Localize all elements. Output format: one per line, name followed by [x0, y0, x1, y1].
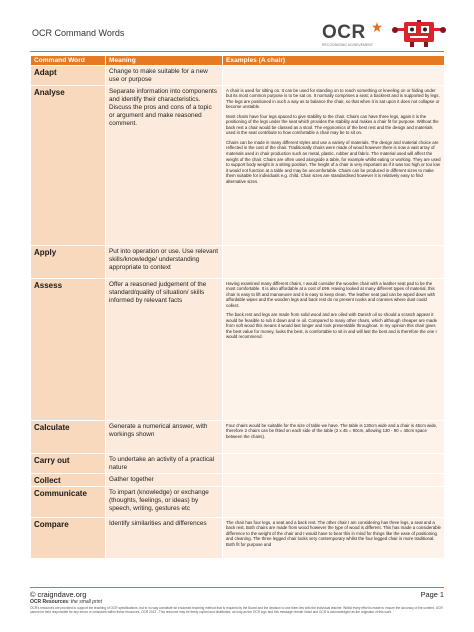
example-paragraph: Most chairs have four legs spaced to give stability to the chair. Chairs can have three legs, again it is the positioning of the legs under the seat which provides the stability and makes a chair fit for purpose. Without the back rest a chair would be classed as a stool. The ergonomics of the best rest and the design and materials used in the seat contribute to how comfortable a chair may be to sit on.	[226, 113, 439, 136]
example-cell	[223, 246, 445, 279]
command-words-table	[30, 55, 445, 559]
example-paragraph: Having examined many different chairs, I would consider the wooden chair with a leather seat pad to be the most comfortable. It is also affordable at a cost of £99. Having looked at many different types of material, this chair is easy to lift and manoeuvre and it is easy to keep clean. The leather seat pad can be wiped down with affordable wipes and the wooden legs and back rest do no present nooks and crannies where dust could collect.	[226, 280, 436, 308]
command-word-cell: Analyse	[31, 86, 106, 246]
example-paragraph: Chairs can be made in many different styles and use a variety of materials. The design and material choice are reflected in the cost of the chair. Traditionally chairs were made of wood however there is now a vast array of materials used in chair production such as metal, plastic, rubber and fabric. The material used will affect the weight of the chair. Chairs are often used alongside a table, for example whilst eating or working. They are used to support body weight in a sitting position. The height of a chair is very important as if it was too high or too low it would not function at a table and may be uncomfortable. Chairs can be produced in different sizes to make them suitable for individuals e.g. child. Chair sizes are standardised however it is relatively easy to find alternative sizes.	[226, 139, 441, 184]
example-paragraph: Four chairs would be suitable for the size of table we have. The table is 130cm wide and a chair is 45cm wide, therefore 2 chairs can be fitted on each side of the table (2 x 45 = 90cm, allowing 130 - 90 = 40cm space between the chairs).	[226, 422, 438, 439]
command-word-cell: Apply	[31, 246, 106, 279]
meaning-cell: Change to make suitable for a new use or purpose	[106, 66, 223, 86]
column-header-command-word: Command Word	[31, 56, 106, 66]
footer-page-number: Page 1	[420, 590, 444, 599]
command-word-cell: Carry out	[31, 454, 106, 474]
column-header-meaning: Meaning	[106, 56, 223, 66]
logo-star-icon	[372, 22, 382, 32]
example-cell	[223, 518, 445, 559]
table-row	[31, 474, 445, 487]
meaning-cell: To undertake an activity of a practical nature	[106, 454, 223, 474]
table-row	[31, 66, 445, 86]
footer-small-print-label: : the small print	[68, 599, 102, 605]
table-row	[31, 279, 445, 421]
footer-brand: OCR Resources	[30, 599, 69, 605]
table-row	[31, 454, 445, 474]
command-word-cell: Compare	[31, 518, 106, 559]
meaning-cell: Put into operation or use. Use relevant skills/knowledge/ understanding appropriate to context	[106, 246, 223, 279]
example-cell	[223, 421, 445, 454]
example-cell	[223, 279, 445, 421]
meaning-cell: Gather together	[106, 474, 223, 487]
meaning-cell: To impart (knowledge) or exchange (thoughts, feelings, or ideas) by speech, writing, gestures etc	[106, 487, 223, 518]
footer-divider	[30, 587, 444, 588]
table-row	[31, 487, 445, 518]
logo-wordmark: OCR	[322, 22, 366, 43]
header-divider	[30, 51, 444, 52]
command-word-cell: Assess	[31, 279, 106, 421]
example-cell	[223, 454, 445, 474]
table-header-row	[31, 56, 445, 66]
footer-fine-print: OCR's resources are provided to support the teaching of OCR specifications, but in no way constitute an endorsed teaching method that is required by the Board and the decision to use them lies with the individual teacher. Whilst every effort is made to ensure the accuracy of the content, OCR cannot be held responsible for any errors or omissions within these resources. OCR 2013 - This resource may be freely copied and distributed, as long as the OCR logo and this message remain intact and OCR is acknowledged as the originator of this work.	[30, 606, 443, 614]
table-row	[31, 246, 445, 279]
example-cell	[223, 474, 445, 487]
command-word-cell: Communicate	[31, 487, 106, 518]
example-paragraph: A chair is used for sitting on. It can be used for standing on to reach something or kneeling on or hiding under but its most common purpose is to be sat on. It normally comprises a seat; a backrest and is supported by legs. The legs are positioned in such a way as to balance the chair, so that when it is sat upon it does not collapse or become unstable.	[226, 87, 440, 110]
footer-copyright: © craigndave.org	[30, 590, 87, 599]
example-paragraph: The chair has four legs, a seat and a back rest. The other chair I am considering has three legs, a seat and a back rest. Both chairs are made from wood however the type of wood is different. This has made a considerable difference to the weight of the chair and I would have to bear this in mind for things like the ease of positioning and cleaning. The three legged chair looks very contemporary whilst the four legged chair is more traditional. Both fit for purpose and	[226, 519, 441, 547]
ocr-logo	[322, 22, 382, 50]
page-header	[30, 20, 444, 50]
document-title: OCR Command Words	[32, 28, 125, 38]
meaning-cell: Identify similarities and differences	[106, 518, 223, 559]
meaning-cell: Generate a numerical answer, with workings shown	[106, 421, 223, 454]
example-paragraph: The back rest and legs are made from solid wood and are oiled with Danish oil so should a scratch appear it would be feasible to rub it down and re oil. Compared to many other chairs, which although cheaper are made from soft wood this means it would last longer and look presentable throughout. In my opinion this chair gives the best value for money, looks the best, is comfortable to sit in and will last the best and is therefore the one I would recommend.	[226, 312, 438, 340]
table-row	[31, 421, 445, 454]
example-cell	[223, 487, 445, 518]
meaning-cell: Separate information into components and identify their characteristics. Discuss the pros and cons of a topic or argument and make reasoned comment.	[106, 86, 223, 246]
robot-mascot-icon	[390, 20, 450, 48]
example-cell	[223, 86, 445, 246]
table-row	[31, 86, 445, 246]
example-cell	[223, 66, 445, 86]
column-header-examples: Examples (A chair)	[223, 56, 445, 66]
command-word-cell: Calculate	[31, 421, 106, 454]
table-row	[31, 518, 445, 559]
meaning-cell: Offer a reasoned judgement of the standard/quality of situation/ skills informed by relevant facts	[106, 279, 223, 421]
footer-resources-line	[30, 599, 102, 605]
command-word-cell: Adapt	[31, 66, 106, 86]
logo-tagline: RECOGNISING ACHIEVEMENT	[322, 43, 373, 47]
command-word-cell: Collect	[31, 474, 106, 487]
